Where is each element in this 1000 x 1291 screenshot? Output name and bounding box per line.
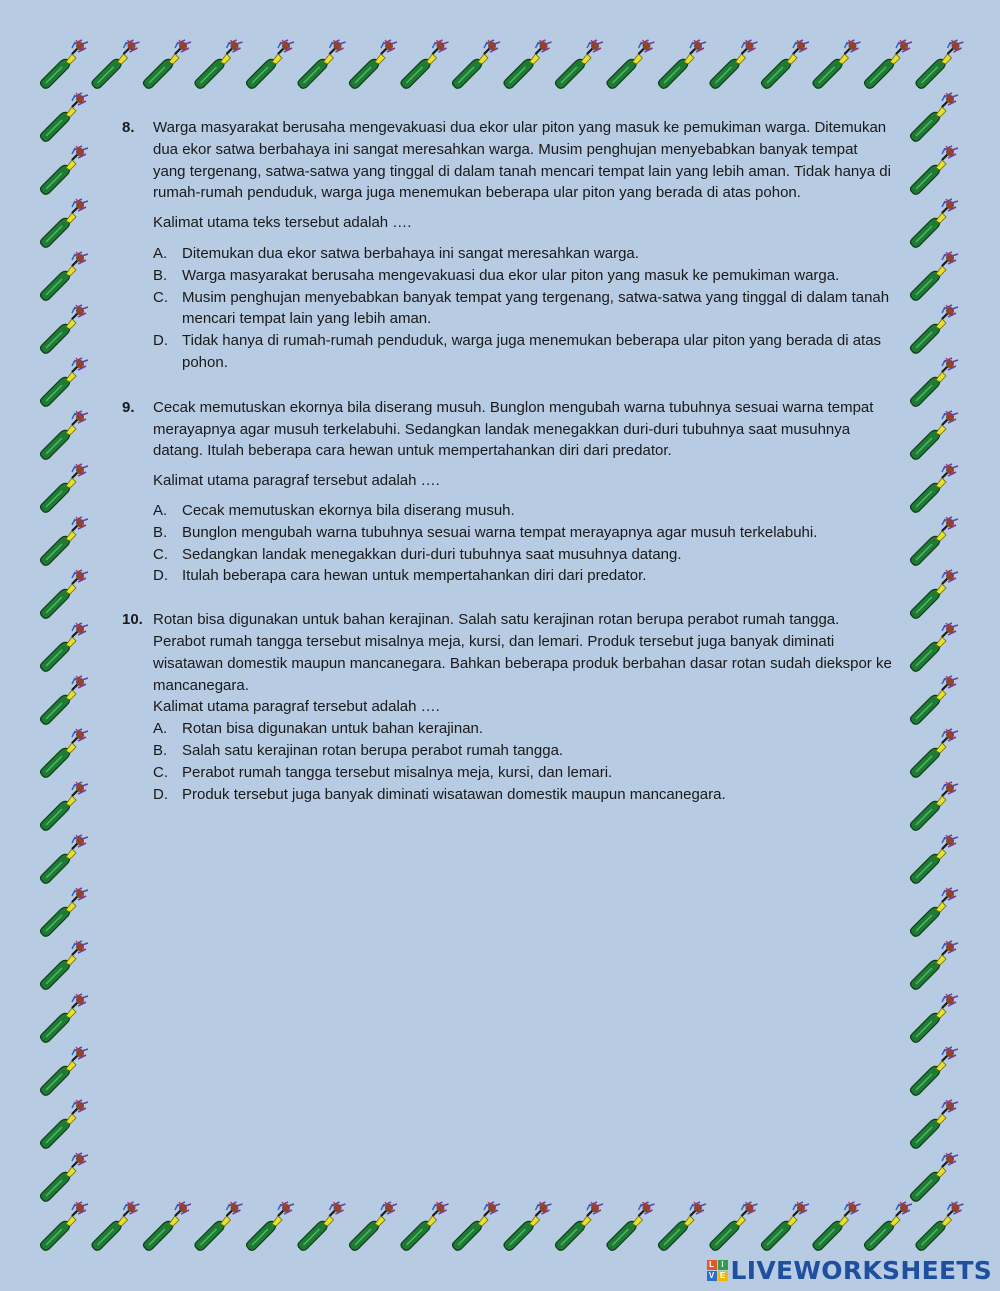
question-9: [122, 397, 892, 587]
option-text: Salah satu kerajinan rotan berupa perabot rumah tangga.: [182, 741, 564, 759]
answer-option-b[interactable]: [153, 740, 892, 762]
bottle-icon: [453, 1202, 501, 1250]
answer-option-a[interactable]: [153, 500, 892, 522]
question-number: 8.: [122, 119, 135, 136]
bottle-icon: [911, 676, 959, 724]
bottle-icon: [41, 40, 89, 88]
bottle-icon: [41, 994, 89, 1042]
question-10: [122, 609, 892, 805]
bottle-icon: [607, 1202, 655, 1250]
answer-options: [153, 243, 892, 374]
option-text: Musim penghujan menyebabkan banyak tempat yang tergenang, satwa-satwa yang tinggal di dalam tanah mencari tempat lain yang lebih aman.: [182, 288, 890, 328]
bottle-icon: [659, 1202, 707, 1250]
option-label: D.: [153, 332, 168, 350]
brand-name: LIVEWORKSHEETS: [730, 1256, 992, 1285]
bottle-icon: [41, 411, 89, 459]
option-label: C.: [153, 288, 168, 306]
bottle-icon: [911, 252, 959, 300]
bottle-icon: [911, 888, 959, 936]
bottle-icon: [298, 40, 346, 88]
bottle-icon: [92, 1202, 140, 1250]
bottle-icon: [41, 199, 89, 247]
bottle-icon: [911, 358, 959, 406]
answer-option-d[interactable]: [153, 784, 892, 806]
answer-option-b[interactable]: [153, 265, 892, 287]
bottle-icon: [865, 40, 913, 88]
option-label: C.: [153, 545, 168, 563]
question-prompt: Kalimat utama paragraf tersebut adalah ….: [153, 698, 440, 716]
bottle-icon: [41, 305, 89, 353]
question-prompt: Kalimat utama teks tersebut adalah ….: [153, 214, 412, 232]
bottle-icon: [911, 941, 959, 989]
bottle-icon: [813, 1202, 861, 1250]
answer-option-d[interactable]: [153, 330, 892, 374]
bottle-icon: [401, 40, 449, 88]
option-label: B.: [153, 266, 168, 284]
question-paragraph: Cecak memutuskan ekornya bila diserang musuh. Bunglon mengubah warna tubuhnya sesuai warna tempat merayapnya agar musuh terkelabuhi. Sedangkan landak menegakkan duri-duri tubuhnya saat musuhnya datang. Itulah beberapa cara hewan untuk mempertahankan diri dari predator.: [153, 398, 874, 460]
bottle-icon: [41, 835, 89, 883]
bottle-icon: [41, 517, 89, 565]
bottle-icon: [556, 40, 604, 88]
bottle-icon: [911, 1047, 959, 1095]
answer-option-a[interactable]: [153, 718, 892, 740]
bottle-icon: [144, 1202, 192, 1250]
bottle-icon: [911, 411, 959, 459]
option-label: C.: [153, 763, 168, 781]
option-text: Rotan bisa digunakan untuk bahan kerajinan.: [182, 720, 484, 738]
bottle-icon: [916, 40, 964, 88]
option-text: Bunglon mengubah warna tubuhnya sesuai warna tempat merayapnya agar musuh terkelabuhi.: [182, 523, 818, 541]
bottle-icon: [911, 1153, 959, 1201]
bottle-icon: [911, 782, 959, 830]
bottle-icon: [41, 676, 89, 724]
bottle-icon: [911, 199, 959, 247]
bottle-icon: [911, 305, 959, 353]
bottle-icon: [41, 93, 89, 141]
answer-option-d[interactable]: [153, 565, 892, 587]
answer-option-b[interactable]: [153, 522, 892, 544]
answer-options: [153, 500, 892, 587]
bottle-icon: [41, 1153, 89, 1201]
option-text: Sedangkan landak menegakkan duri-duri tubuhnya saat musuhnya datang.: [182, 545, 682, 563]
bottle-icon: [144, 40, 192, 88]
question-prompt: Kalimat utama paragraf tersebut adalah ….: [153, 472, 440, 490]
option-label: D.: [153, 785, 168, 803]
bottle-icon: [247, 1202, 295, 1250]
bottle-icon: [41, 941, 89, 989]
bottle-icon: [911, 1100, 959, 1148]
answer-options: [153, 718, 892, 805]
bottle-icon: [41, 623, 89, 671]
option-label: D.: [153, 567, 168, 585]
question-number: 10.: [122, 611, 143, 629]
question-8: [122, 117, 892, 374]
answer-option-c[interactable]: [153, 762, 892, 784]
option-text: Tidak hanya di rumah-rumah penduduk, warga juga menemukan beberapa ular piton yang berada di atas pohon.: [182, 332, 882, 371]
bottle-icon: [911, 835, 959, 883]
bottle-icon: [41, 729, 89, 777]
bottle-icon: [41, 570, 89, 618]
bottle-icon: [41, 1202, 89, 1250]
bottle-icon: [911, 994, 959, 1042]
bottle-icon: [911, 729, 959, 777]
option-label: B.: [153, 741, 168, 759]
option-text: Perabot rumah tangga tersebut misalnya meja, kursi, dan lemari.: [182, 763, 613, 781]
bottle-icon: [195, 1202, 243, 1250]
bottle-icon: [453, 40, 501, 88]
bottle-icon: [916, 1202, 964, 1250]
logo-letter: I: [718, 1260, 728, 1270]
bottle-icon: [504, 40, 552, 88]
bottle-icon: [41, 464, 89, 512]
bottle-icon: [911, 623, 959, 671]
bottle-icon: [607, 40, 655, 88]
bottle-icon: [401, 1202, 449, 1250]
logo-letter: E: [718, 1271, 728, 1281]
option-text: Itulah beberapa cara hewan untuk mempertahankan diri dari predator.: [182, 567, 647, 585]
option-text: Warga masyarakat berusaha mengevakuasi dua ekor ular piton yang masuk ke pemukiman warga.: [182, 266, 840, 284]
bottle-icon: [195, 40, 243, 88]
option-label: A.: [153, 244, 168, 262]
option-text: Produk tersebut juga banyak diminati wisatawan domestik maupun mancanegara.: [182, 785, 726, 803]
option-label: B.: [153, 523, 168, 541]
option-label: A.: [153, 720, 168, 738]
bottle-icon: [41, 358, 89, 406]
bottle-icon: [762, 40, 810, 88]
question-number: 9.: [122, 398, 135, 416]
bottle-icon: [813, 40, 861, 88]
logo-letter: L: [707, 1260, 717, 1270]
bottle-icon: [911, 93, 959, 141]
bottle-icon: [298, 1202, 346, 1250]
answer-option-c[interactable]: [153, 544, 892, 566]
bottle-icon: [710, 1202, 758, 1250]
bottle-icon: [350, 40, 398, 88]
bottle-icon: [865, 1202, 913, 1250]
bottle-icon: [41, 888, 89, 936]
bottle-icon: [911, 517, 959, 565]
bottle-icon: [41, 1047, 89, 1095]
bottle-icon: [911, 146, 959, 194]
bottle-icon: [911, 464, 959, 512]
question-paragraph: Rotan bisa digunakan untuk bahan kerajinan. Salah satu kerajinan rotan berupa perabot rumah tangga. Perabot rumah tangga tersebut misalnya meja, kursi, dan lemari. Produk tersebut juga banyak diminati wisatawan domestik maupun mancanegara. Bahkan beberapa produk berbahan dasar rotan sudah diekspor ke mancanegara.: [153, 611, 892, 694]
question-paragraph: Warga masyarakat berusaha mengevakuasi dua ekor ular piton yang masuk ke pemukiman warga. Ditemukan dua ekor satwa berbahaya ini sangat meresahkan warga. Musim penghujan menyebabkan banyak tempat yang tergenang, satwa-satwa yang tinggal di dalam tanah mencari tempat lain yang lebih aman. Tidak hanya di rumah-rumah penduduk, warga juga menemukan beberapa ular piton yang berada di atas pohon.: [153, 119, 891, 202]
bottle-icon: [710, 40, 758, 88]
option-text: Cecak memutuskan ekornya bila diserang musuh.: [182, 501, 515, 519]
bottle-icon: [659, 40, 707, 88]
answer-option-c[interactable]: [153, 287, 892, 331]
bottle-icon: [41, 782, 89, 830]
bottle-icon: [92, 40, 140, 88]
bottle-icon: [556, 1202, 604, 1250]
bottle-icon: [762, 1202, 810, 1250]
bottle-icon: [911, 570, 959, 618]
bottle-icon: [350, 1202, 398, 1250]
option-text: Ditemukan dua ekor satwa berbahaya ini sangat meresahkan warga.: [182, 244, 639, 262]
bottle-icon: [41, 146, 89, 194]
answer-option-a[interactable]: [153, 243, 892, 265]
option-label: A.: [153, 501, 168, 519]
live-icon: [707, 1260, 728, 1281]
bottle-icon: [504, 1202, 552, 1250]
bottle-icon: [41, 1100, 89, 1148]
logo-letter: V: [707, 1271, 717, 1281]
bottle-icon: [41, 252, 89, 300]
bottle-icon: [247, 40, 295, 88]
worksheet-content: [122, 117, 892, 805]
liveworksheets-logo[interactable]: [707, 1256, 992, 1285]
